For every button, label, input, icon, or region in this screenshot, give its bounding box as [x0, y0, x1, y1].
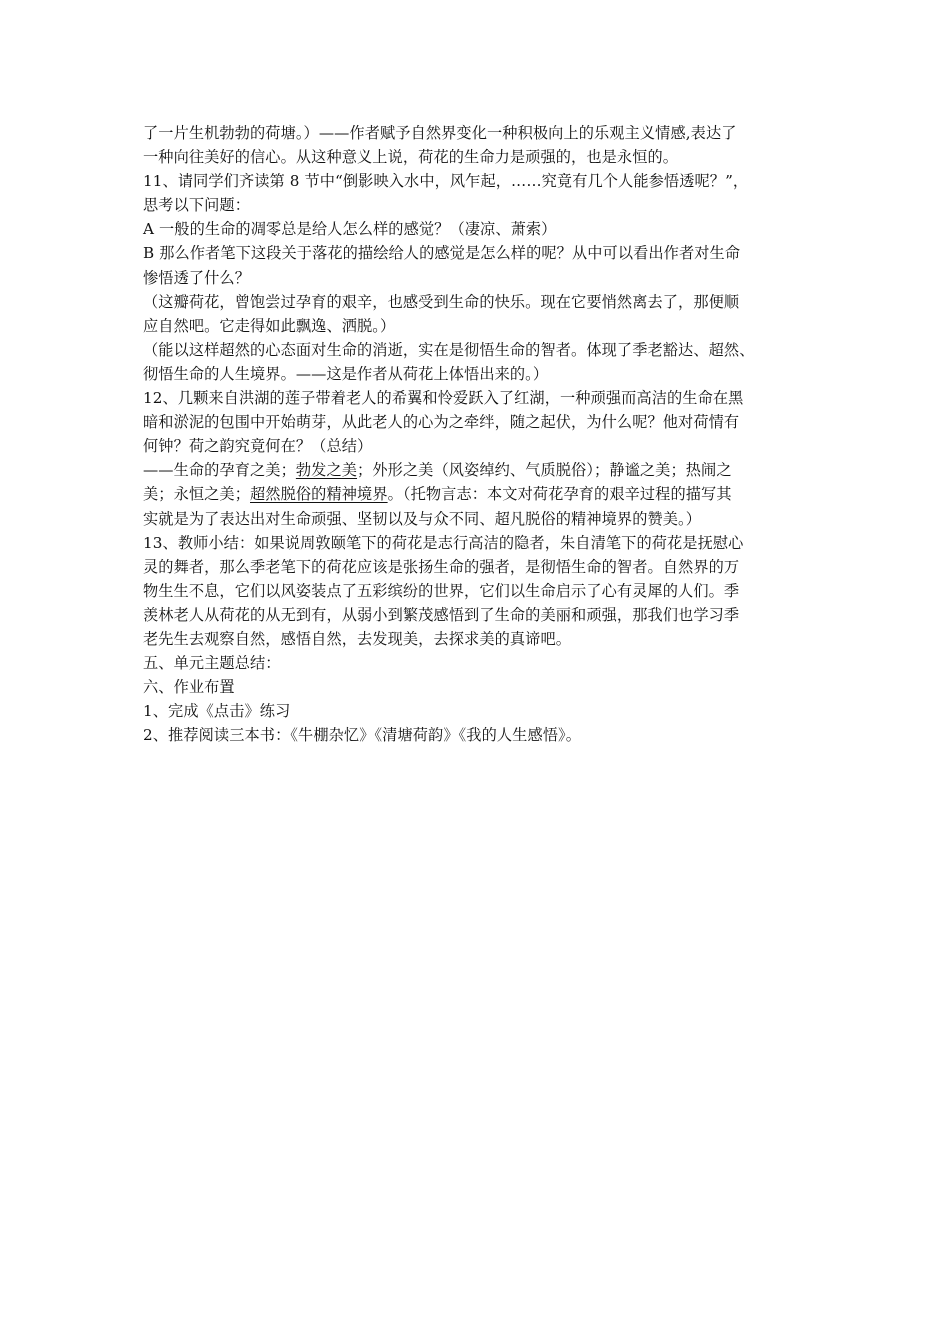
- text-line: [143, 507, 813, 531]
- text-run: 一种向往美好的信心。从这种意义上说，荷花的生命力是顽强的，也是永恒的。: [143, 148, 679, 167]
- text-run: B 那么作者笔下这段关于落花的描绘给人的感觉是怎么样的呢？从中可以看出作者对生命: [143, 244, 741, 263]
- section-heading: [143, 651, 813, 675]
- question-12: [143, 386, 813, 410]
- text-run: 物生生不息，它们以风姿装点了五彩缤纷的世界，它们以生命启示了心有灵犀的人们。季: [143, 581, 740, 600]
- text-run: （能以这样超然的心态面对生命的消逝，实在是彻悟生命的智者。体现了季老豁达、超然、: [143, 340, 755, 359]
- question-11: [143, 169, 813, 193]
- homework-item: [143, 723, 813, 747]
- text-run: 了一片生机勃勃的荷塘。）——作者赋予自然界变化一种积极向上的乐观主义情感,表达了: [143, 124, 737, 142]
- text-line: [143, 362, 813, 386]
- text-line: [143, 482, 813, 506]
- text-run: 11、请同学们齐读第 8 节中“倒影映入水中，风乍起，……究竟有几个人能参悟透呢？”，: [143, 172, 749, 191]
- text-line: [143, 603, 813, 627]
- sub-question-a: [143, 217, 813, 241]
- section-heading: [143, 675, 813, 699]
- text-run: 1、完成《点击》练习: [143, 702, 291, 721]
- teacher-summary: [143, 531, 813, 555]
- text-run: 2、推荐阅读三本书：《牛棚杂忆》《清塘荷韵》《我的人生感悟》。: [143, 726, 581, 745]
- text-run: 12、几颗来自洪湖的莲子带着老人的希翼和怜爱跃入了红湖，一种顽强而高洁的生命在黑: [143, 389, 744, 408]
- text-run: A 一般的生命的凋零总是给人怎么样的感觉？（凄凉、萧索）: [143, 220, 557, 239]
- text-line: [143, 627, 813, 651]
- text-run: 老先生去观察自然，感悟自然，去发现美，去探求美的真谛吧。: [143, 629, 572, 648]
- text-run: 实就是为了表达出对生命顽强、坚韧以及与众不同、超凡脱俗的精神境界的赞美。）: [143, 509, 702, 528]
- text-run: 思考以下问题：: [143, 196, 251, 215]
- text-run: ；外形之美（风姿绰约、气质脱俗）；静谧之美；热闹之: [357, 461, 732, 480]
- text-run: ——生命的孕育之美；: [143, 461, 296, 480]
- text-run: 美；永恒之美；: [143, 485, 251, 504]
- text-line: [143, 314, 813, 338]
- text-run: 。（托物言志：本文对荷花孕育的艰辛过程的描写其: [387, 485, 732, 504]
- text-line: [143, 193, 813, 217]
- homework-item: [143, 699, 813, 723]
- text-line: [143, 434, 813, 458]
- text-line: [143, 266, 813, 290]
- text-line: [143, 338, 813, 362]
- sub-question-b: [143, 241, 813, 265]
- text-line: [143, 290, 813, 314]
- text-run: 灵的舞者，那么季老笔下的荷花应该是张扬生命的强者，是彻悟生命的智者。自然界的万: [143, 557, 740, 576]
- text-run: 13、教师小结：如果说周敦颐笔下的荷花是志行高洁的隐者，朱自清笔下的荷花是抚慰心: [143, 533, 744, 552]
- text-line: [143, 410, 813, 434]
- text-run: 羡林老人从荷花的从无到有，从弱小到繁茂感悟到了生命的美丽和顽强，那我们也学习季: [143, 605, 740, 624]
- text-line: [143, 121, 813, 145]
- text-run: 应自然吧。它走得如此飘逸、洒脱。）: [143, 316, 396, 335]
- text-run: 何钟？荷之韵究竟何在？（总结）: [143, 437, 373, 456]
- text-line: [143, 579, 813, 603]
- underlined-text: 超然脱俗的精神境界: [250, 485, 388, 504]
- text-run: 暗和淤泥的包围中开始萌芽，从此老人的心为之牵绊，随之起伏，为什么呢？他对荷情有: [143, 413, 740, 432]
- text-line: [143, 555, 813, 579]
- text-line: [143, 458, 813, 482]
- text-run: （这瓣荷花，曾饱尝过孕育的艰辛，也感受到生命的快乐。现在它要悄然离去了，那便顺: [143, 292, 740, 311]
- text-run: 彻悟生命的人生境界。——这是作者从荷花上体悟出来的。）: [143, 364, 549, 383]
- underlined-text: 勃发之美: [295, 461, 358, 480]
- text-run: 六、作业布置: [143, 678, 235, 697]
- text-run: 五、单元主题总结：: [143, 654, 281, 673]
- text-line: [143, 145, 813, 169]
- text-run: 惨悟透了什么？: [143, 268, 251, 287]
- document-body: [143, 121, 813, 747]
